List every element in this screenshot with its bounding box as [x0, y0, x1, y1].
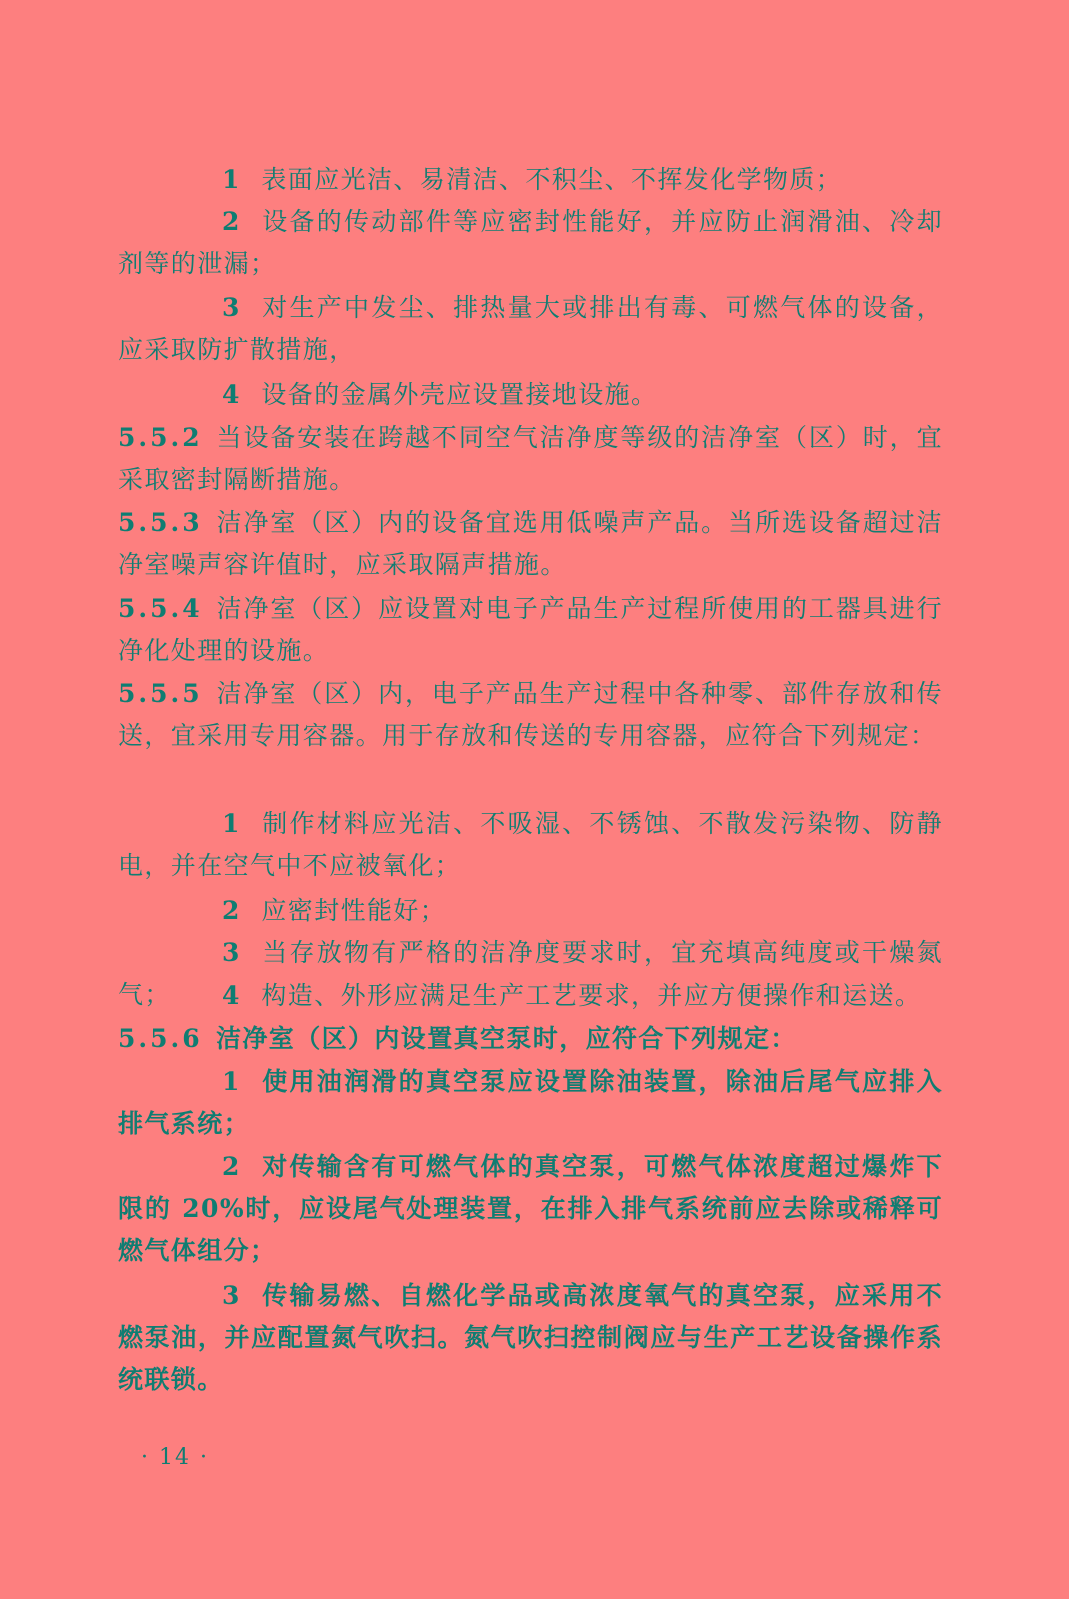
- item-2-flammable-gas: [118, 1146, 943, 1272]
- clause-5-5-3: [118, 502, 943, 586]
- item-number: 2: [222, 207, 240, 236]
- item-number: 4: [222, 380, 240, 409]
- item-4-construction: [118, 975, 943, 1017]
- item-text: 设备的传动部件等应密封性能好，并应防止润滑油、冷却剂等的泄漏；: [118, 207, 943, 278]
- item-number: 1: [222, 1067, 240, 1096]
- clause-number: 5.5.2: [118, 423, 203, 452]
- item-number: 3: [222, 1281, 240, 1310]
- page-number: · 14 ·: [141, 1445, 209, 1470]
- clause-5-5-4: [118, 588, 943, 672]
- clause-text: 当设备安装在跨越不同空气洁净度等级的洁净室（区）时，宜采取密封隔断措施。: [118, 423, 943, 494]
- item-number: 1: [222, 165, 240, 194]
- item-1-oil-removal: [118, 1061, 943, 1145]
- item-text: 对生产中发尘、排热量大或排出有毒、可燃气体的设备，应采取防扩散措施，: [118, 293, 943, 364]
- clause-text: 洁净室（区）内，电子产品生产过程中各种零、部件存放和传送，宜采用专用容器。用于存放和传送的专用容器，应符合下列规定：: [118, 679, 943, 750]
- item-text: 当存放物有严格的洁净度要求时，宜充填高纯度或干燥氮气；: [118, 938, 943, 1009]
- clause-5-5-2: [118, 417, 943, 501]
- item-2-transmission: [118, 201, 943, 285]
- clause-5-5-5: [118, 673, 943, 757]
- item-text: 制作材料应光洁、不吸湿、不锈蚀、不散发污染物、防静电，并在空气中不应被氧化；: [118, 809, 943, 880]
- item-1-surface: [118, 159, 943, 201]
- clause-number: 5.5.6: [118, 1024, 203, 1053]
- clause-text: 洁净室（区）内设置真空泵时，应符合下列规定：: [216, 1024, 797, 1053]
- clause-text: 洁净室（区）应设置对电子产品生产过程所使用的工器具进行净化处理的设施。: [118, 594, 943, 665]
- item-number: 4: [222, 981, 240, 1010]
- clause-text: 洁净室（区）内的设备宜选用低噪声产品。当所选设备超过洁净室噪声容许值时，应采取隔声措施。: [118, 508, 943, 579]
- item-number: 2: [222, 896, 240, 925]
- item-number: 2: [222, 1152, 240, 1181]
- item-text: 构造、外形应满足生产工艺要求，并应方便操作和运送。: [261, 981, 922, 1010]
- item-text: 表面应光洁、易清洁、不积尘、不挥发化学物质；: [261, 165, 843, 194]
- item-3-dust-heat: [118, 287, 943, 371]
- item-text: 设备的金属外壳应设置接地设施。: [261, 380, 658, 409]
- clause-5-5-6: [118, 1018, 943, 1060]
- item-number: 3: [222, 938, 240, 967]
- item-number: 1: [222, 809, 240, 838]
- clause-number: 5.5.5: [118, 679, 203, 708]
- clause-number: 5.5.4: [118, 594, 203, 623]
- item-4-grounding: [118, 374, 943, 416]
- item-2-sealing: [118, 890, 943, 932]
- item-text: 应密封性能好；: [261, 896, 447, 925]
- item-text: 对传输含有可燃气体的真空泵，可燃气体浓度超过爆炸下限的 20%时，应设尾气处理装置，在排入排气系统前应去除或稀释可燃气体组分；: [118, 1152, 943, 1265]
- item-1-material: [118, 803, 943, 887]
- item-text: 传输易燃、自燃化学品或高浓度氧气的真空泵，应采用不燃泵油，并应配置氮气吹扫。氮气吹扫控制阀应与生产工艺设备操作系统联锁。: [118, 1281, 943, 1394]
- item-text: 使用油润滑的真空泵应设置除油装置，除油后尾气应排入排气系统；: [118, 1067, 943, 1138]
- item-3-oxygen-pump: [118, 1275, 943, 1401]
- item-number: 3: [222, 293, 240, 322]
- clause-number: 5.5.3: [118, 508, 203, 537]
